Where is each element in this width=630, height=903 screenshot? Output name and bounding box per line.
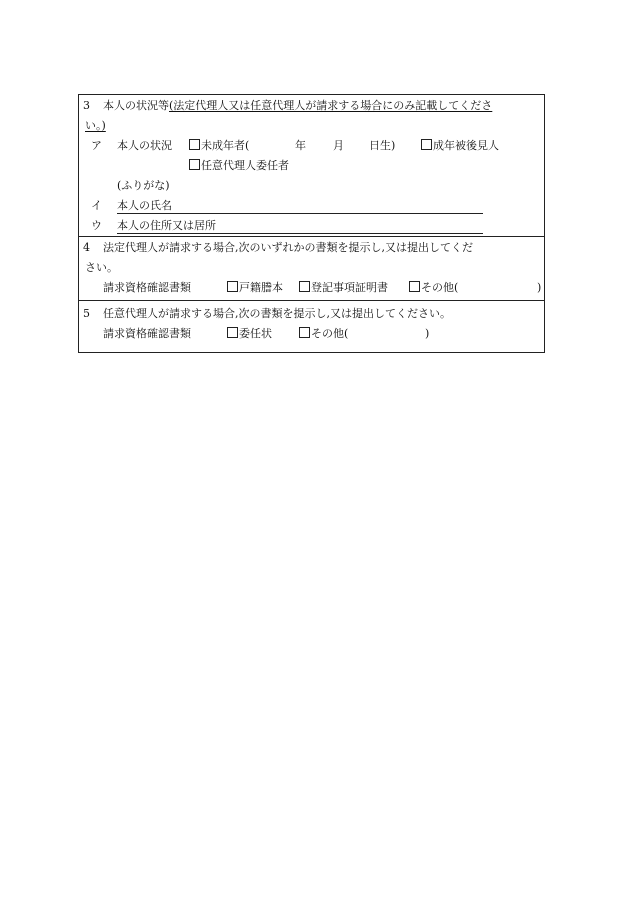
minor-checkbox[interactable]: [189, 139, 200, 150]
adult-guardian-label: 成年被後見人: [433, 139, 499, 152]
request-form-box: [78, 94, 545, 353]
family-register-checkbox[interactable]: [227, 281, 238, 292]
section3-note-line2: い。): [85, 119, 106, 132]
power-of-attorney-checkbox[interactable]: [227, 327, 238, 338]
proxy-mandator-option[interactable]: [189, 159, 289, 173]
section3-number: 3: [83, 99, 90, 112]
proxy-mandator-label: 任意代理人委任者: [201, 159, 289, 172]
proxy-mandator-checkbox[interactable]: [189, 159, 200, 170]
section4-text-line2: さい。: [85, 261, 118, 274]
section-divider: [79, 300, 544, 301]
birth-month-label: 月: [333, 139, 344, 152]
registry-certificate-option[interactable]: [299, 281, 388, 295]
section4-text-line1: 法定代理人が請求する場合,次のいずれかの書類を提示し,又は提出してくだ: [103, 241, 473, 254]
section4-other-label: その他(: [421, 281, 459, 294]
item-a-marker: ア: [91, 139, 102, 152]
adult-guardian-option[interactable]: [421, 139, 499, 153]
section5-other-close: ): [425, 327, 430, 340]
registry-certificate-label: 登記事項証明書: [311, 281, 388, 294]
registry-certificate-checkbox[interactable]: [299, 281, 310, 292]
birth-day-label: 日生): [369, 139, 396, 152]
birth-year-label: 年: [295, 139, 306, 152]
section5-text: 任意代理人が請求する場合,次の書類を提示し,又は提出してください。: [103, 307, 451, 320]
section4-other-option[interactable]: [409, 281, 458, 295]
section5-other-checkbox[interactable]: [299, 327, 310, 338]
principal-address-label: 本人の住所又は居所: [117, 219, 216, 232]
principal-name-label: 本人の氏名: [117, 199, 172, 212]
section5-number: 5: [83, 307, 90, 320]
item-i-marker: イ: [91, 199, 102, 212]
section5-docs-label: 請求資格確認書類: [103, 327, 191, 340]
section4-other-close: ): [537, 281, 542, 294]
section-divider: [79, 236, 544, 237]
adult-guardian-checkbox[interactable]: [421, 139, 432, 150]
principal-address-field[interactable]: [117, 233, 483, 234]
minor-option[interactable]: [189, 139, 249, 153]
principal-name-field[interactable]: [117, 213, 483, 214]
section4-number: 4: [83, 241, 90, 254]
item-u-marker: ウ: [91, 219, 102, 232]
section5-other-option[interactable]: [299, 327, 348, 341]
family-register-option[interactable]: [227, 281, 283, 295]
power-of-attorney-label: 委任状: [239, 327, 272, 340]
minor-label: 未成年者(: [201, 139, 250, 152]
section4-docs-label: 請求資格確認書類: [103, 281, 191, 294]
section4-other-checkbox[interactable]: [409, 281, 420, 292]
item-a-label: 本人の状況: [117, 139, 172, 152]
furigana-label: (ふりがな): [117, 179, 170, 192]
section3-title: 本人の状況等: [103, 99, 169, 112]
power-of-attorney-option[interactable]: [227, 327, 272, 341]
section5-other-label: その他(: [311, 327, 349, 340]
section3-note-line1: (法定代理人又は任意代理人が請求する場合にのみ記載してくださ: [169, 99, 493, 112]
family-register-label: 戸籍謄本: [239, 281, 283, 294]
